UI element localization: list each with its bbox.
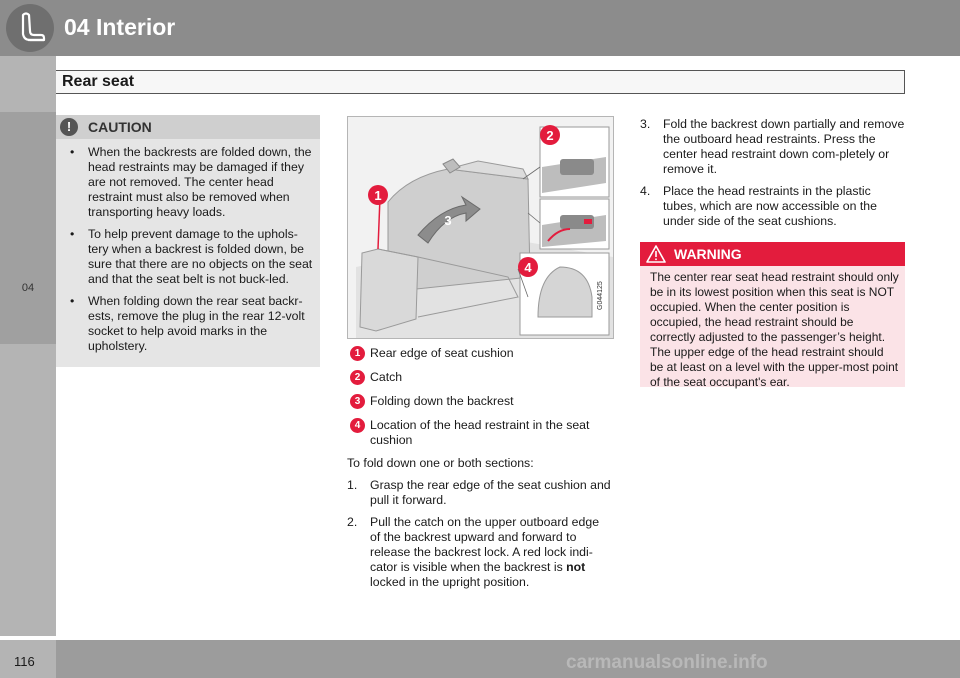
watermark: carmanualsonline.info [566,652,768,673]
legend-item [347,370,612,394]
step-text-continued: locked in the upright position. [370,575,530,589]
legend-text: Folding down the backrest [370,394,514,408]
procedure-step [640,117,905,177]
step-number: 4. [640,184,651,198]
section-title: Rear seat [62,73,135,90]
callout-badge: 2 [350,370,365,385]
page-number-box [0,640,56,678]
callout-2-label: 2 [546,128,554,143]
step-number: 1. [347,478,358,492]
procedure-intro: To fold down one or both sections: [347,456,534,470]
callout-1-label: 1 [374,188,382,203]
caution-item: • When folding down the rear seat backr-ests, remove the plug in the rear 12-volt socket to help avoid marks in the upholstery. [70,294,314,354]
procedure-steps [347,478,612,597]
step-number: 3. [640,117,651,131]
procedure-step [347,515,612,590]
figure-code: G044125 [597,281,604,310]
procedure-steps-continued [640,117,905,236]
chapter-side-tab [0,56,56,636]
page-footer [0,640,960,678]
callout-4-label: 4 [524,260,532,275]
caution-box [56,115,320,367]
chapter-tab-marker [0,112,56,344]
legend-item [347,418,612,448]
rear-seat-drawing [348,117,613,338]
rear-seat-illustration [347,116,614,339]
step-number: 2. [347,515,358,529]
section-heading [56,70,905,94]
step-text: Place the head restraints in the plastic tubes, which are now accessible on the under side of the seat cushions. [663,184,877,228]
procedure-step [640,184,905,229]
caution-title: CAUTION [88,119,152,135]
warning-text: The center rear seat head restraint should only be in its lowest position when this seat is NOT occupied. When the center position is occupied, the head restraint should be correctly adjusted to the passenger’s height. The upper edge of the head restraint should be at least on a level with the upper-most point of the seat occupant's ear. [650,270,899,389]
page-number: 116 [14,654,35,669]
step-emphasis: not [566,560,586,574]
callout-badge: 1 [350,346,365,361]
chapter-header [0,0,960,56]
callout-3-label: 3 [444,213,452,228]
caution-item: • To help prevent damage to the uphols-tery when a backrest is folded down, be sure that there are no objects on the seat and that the seat belt is not buck-led. [70,227,314,287]
legend-item [347,394,612,418]
legend-text: Rear edge of seat cushion [370,346,514,360]
legend-text: Catch [370,370,403,384]
legend-item [347,346,612,370]
caution-caption [56,115,320,139]
step-text: Pull the catch on the upper outboard edge of the backrest upward and forward to release the backrest lock. A red lock indi-cator is visible when the backrest is [370,515,600,574]
step-text: Grasp the rear edge of the seat cushion and pull it forward. [370,478,611,507]
warning-triangle-icon [646,245,666,263]
step-text: Fold the backrest down partially and remove the outboard head restraints. Press the center head restraint down com-pletely or remove it. [663,117,905,176]
procedure-step [347,478,612,508]
callout-badge: 4 [350,418,365,433]
chapter-title: 04 Interior [64,14,176,40]
legend-text: Location of the head restraint in the seat cushion [370,418,590,447]
warning-box [640,242,905,387]
warning-caption [640,242,905,266]
chapter-tab-label: 04 [21,282,35,294]
exclamation-icon: ! [60,118,78,136]
caution-list [70,145,314,361]
figure-legend [347,346,612,448]
caution-item: • When the backrests are folded down, the head restraints may be damaged if they are not removed. The center head restraint must also be removed when transporting heavy loads. [70,145,314,220]
warning-title: WARNING [674,246,742,262]
seat-icon [6,4,54,52]
callout-badge: 3 [350,394,365,409]
